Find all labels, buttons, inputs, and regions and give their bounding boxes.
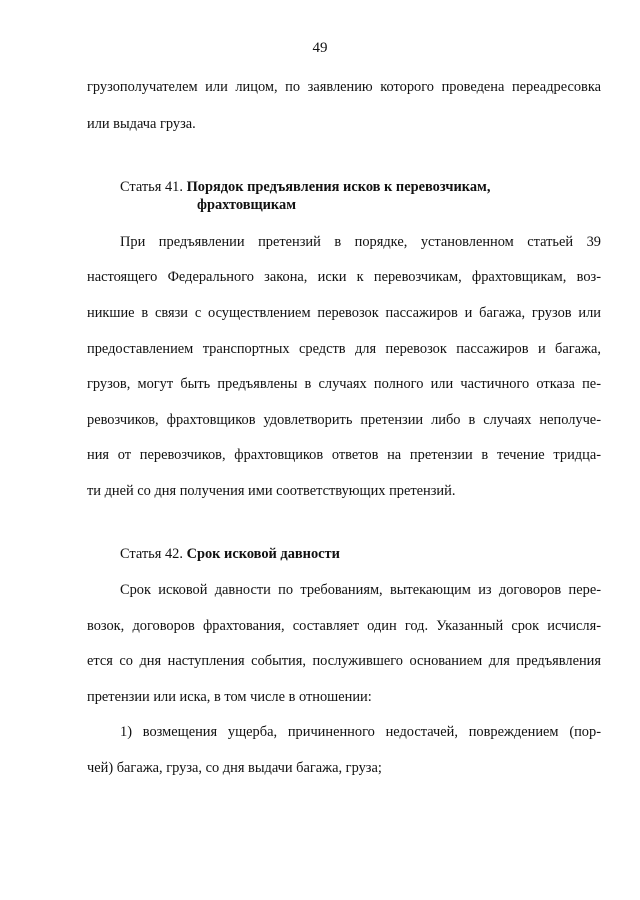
article-41-para-line-4: предоставлением транспортных средств для перевозок пассажиров и багажа, (87, 341, 601, 357)
article-41-para-line-2: настоящего Федерального закона, иски к перевозчикам, фрахтовщикам, воз- (87, 269, 601, 285)
article-41-para-line-5: грузов, могут быть предъявлены в случаях полного или частичного отказа пе- (87, 376, 601, 392)
article-42-heading (120, 545, 340, 563)
page-number: 49 (312, 40, 328, 56)
article-41-title-line-1: Порядок предъявления исков к перевозчикам, (186, 179, 491, 195)
article-41-label: Статья 41. (120, 179, 183, 195)
article-41-heading (120, 178, 490, 196)
intro-line-1: грузополучателем или лицом, по заявлению которого проведена переадресовка (87, 79, 601, 95)
article-41-title-line-2-wrap (197, 196, 296, 214)
article-42-para-line-4: претензии или иска, в том числе в отношении: (87, 689, 372, 705)
article-42-para-line-3: ется со дня наступления события, послужившего основанием для предъявления (87, 653, 601, 669)
article-42-para-line-1: Срок исковой давности по требованиям, вытекающим из договоров пере- (120, 582, 601, 598)
article-42-title: Срок исковой давности (186, 546, 340, 562)
article-42-list-item-1-line-1: 1) возмещения ущерба, причиненного недостачей, повреждением (пор- (120, 724, 601, 740)
article-42-label: Статья 42. (120, 546, 183, 562)
intro-line-2: или выдача груза. (87, 116, 196, 132)
article-42-list-item-1-line-2: чей) багажа, груза, со дня выдачи багажа, груза; (87, 760, 382, 776)
article-41-title-line-2: фрахтовщикам (197, 197, 296, 213)
article-41-para-line-8: ти дней со дня получения ими соответствующих претензий. (87, 483, 456, 499)
article-41-para-line-1: При предъявлении претензий в порядке, установленном статьей 39 (120, 234, 601, 250)
article-41-para-line-6: ревозчиков, фрахтовщиков удовлетворить претензии либо в случаях неполуче- (87, 412, 601, 428)
article-41-para-line-7: ния от перевозчиков, фрахтовщиков ответов на претензии в течение тридца- (87, 447, 601, 463)
article-41-para-line-3: никшие в связи с осуществлением перевозок пассажиров и багажа, грузов или (87, 305, 601, 321)
article-42-para-line-2: возок, договоров фрахтования, составляет один год. Указанный срок исчисля- (87, 618, 601, 634)
